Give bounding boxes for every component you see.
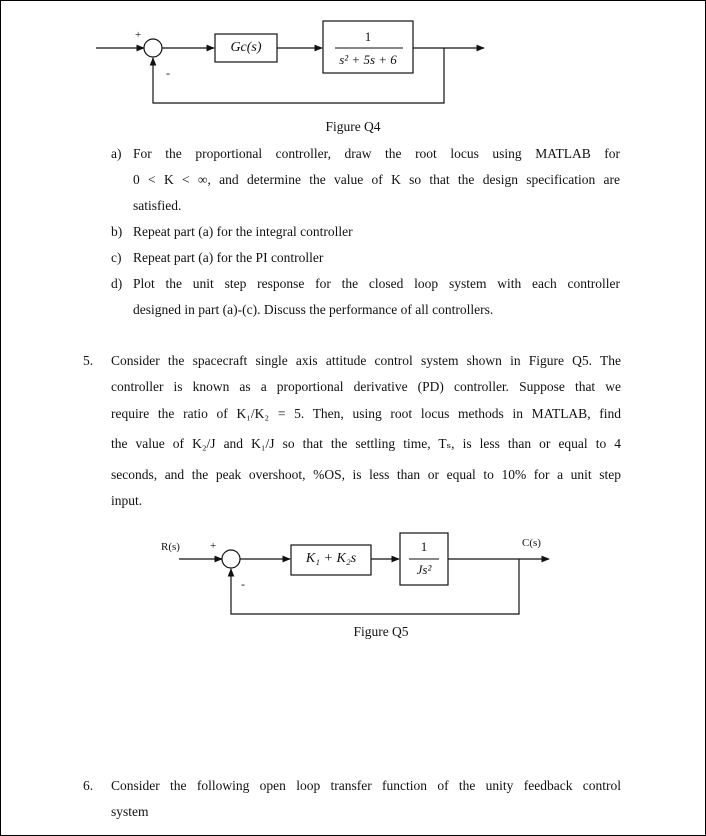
q5-summing-junction <box>222 550 240 568</box>
q4-summing-junction <box>144 39 162 57</box>
q5-text-line-2: controller is known as a proportional derivative (PD) controller. Suppose that we <box>111 379 621 394</box>
q5-text-line-1: Consider the spacecraft single axis attitude control system shown in Figure Q5. The <box>111 353 621 368</box>
q4-part-b-label: b) <box>111 224 123 239</box>
q5-controller-label: K₁ + K₂s <box>305 551 357 566</box>
q4-part-d-label: d) <box>111 276 123 291</box>
q4-plant-numerator: 1 <box>364 29 372 44</box>
q4-part-c-text: Repeat part (a) for the PI controller <box>133 250 324 265</box>
q5-text-line-5: seconds, and the peak overshoot, %OS, is less than or equal to 10% for a unit step <box>111 467 621 482</box>
q5-plant-denominator: Js² <box>416 562 432 577</box>
q4-part-b-line <box>111 224 353 240</box>
q5-text-line-6: input. <box>111 493 143 508</box>
q5-number: 5. <box>83 353 94 368</box>
q4-part-d-line-1 <box>111 276 621 292</box>
q4-part-c-line <box>111 250 323 266</box>
q5-input-label: R(s) <box>161 541 180 553</box>
q4-part-a-line-1 <box>111 146 621 162</box>
q5-text-line-4: the value of K₂/J and K₁/J so that the settling time, Tₛ, is less than or equal to 4 <box>111 436 621 451</box>
q5-sum-plus-sign: + <box>210 540 217 552</box>
figure-q5-caption: Figure Q5 <box>353 624 409 639</box>
q5-output-label: C(s) <box>522 537 541 549</box>
q6-number: 6. <box>83 778 94 793</box>
q4-part-a-text-3: satisfied. <box>133 198 182 213</box>
q4-part-d-text-2: designed in part (a)-(c). Discuss the performance of all controllers. <box>133 302 494 317</box>
q5-sum-minus-sign: - <box>241 577 245 591</box>
q6-text-line-1: Consider the following open loop transfer function of the unity feedback control <box>111 778 621 793</box>
q5-feedback-path <box>231 559 519 614</box>
q4-part-a-label: a) <box>111 146 122 161</box>
q5-plant-numerator: 1 <box>420 539 428 554</box>
q6-text-line-2: system <box>111 804 149 819</box>
q4-plant-denominator: s² + 5s + 6 <box>339 52 397 67</box>
q4-part-b-text: Repeat part (a) for the integral controller <box>133 224 353 239</box>
q4-sum-plus-sign: + <box>135 29 142 41</box>
q4-part-a-text-2: 0 < K < ∞, and determine the value of K so that the design specification are <box>133 172 620 187</box>
q4-controller-label: Gc(s) <box>230 40 262 55</box>
q4-sum-minus-sign: - <box>166 66 170 80</box>
figure-q4-caption: Figure Q4 <box>325 119 381 134</box>
q4-part-c-label: c) <box>111 250 122 265</box>
q5-text-line-3: require the ratio of K₁/K₂ = 5. Then, using root locus methods in MATLAB, find <box>111 406 621 421</box>
q4-part-d-text-1: Plot the unit step response for the closed loop system with each controller <box>133 276 620 291</box>
q4-part-a-text-1: For the proportional controller, draw the root locus using MATLAB for <box>133 146 620 161</box>
